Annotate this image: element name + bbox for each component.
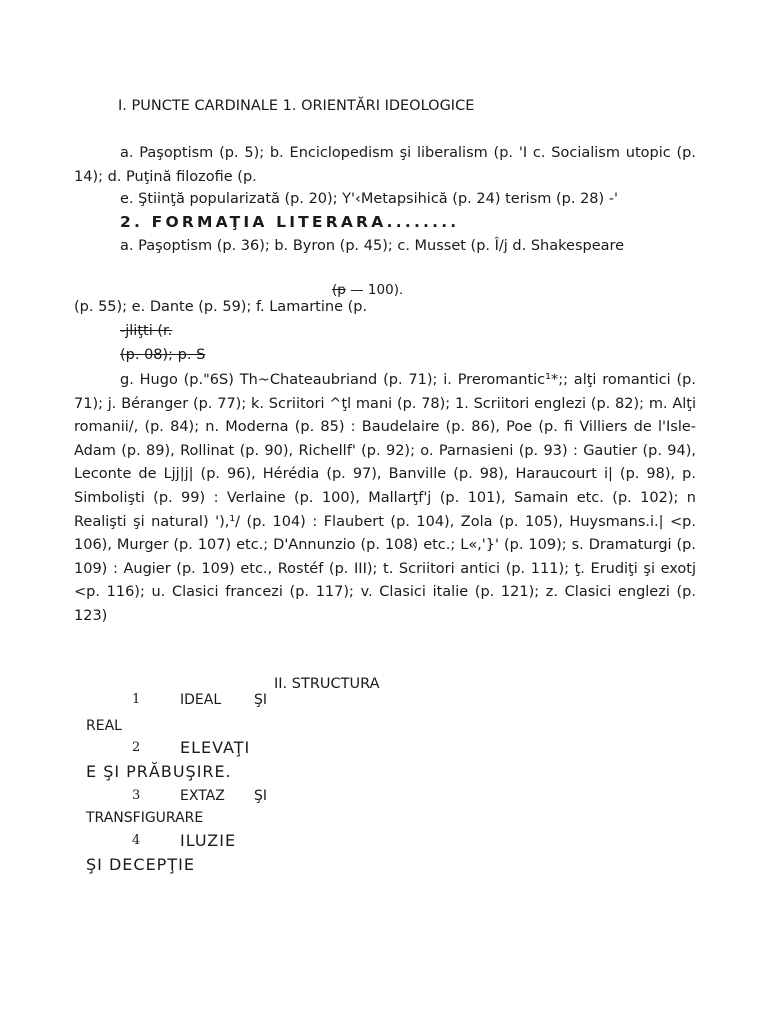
structure-3-transfigurare: TRANSFIGURARE xyxy=(86,810,204,826)
structure-3-si: ŞI xyxy=(254,788,268,804)
structure-3-extaz: EXTAZ xyxy=(180,788,225,804)
heading-structura: II. STRUCTURA xyxy=(274,676,380,692)
paragraph-orientari-text: a. Paşoptism (p. 5); b. Enciclopedism şi liberalism (p. 'I c. Socialism utopic (p. 14); d. Puţină filozofie (p. xyxy=(74,145,696,185)
page-100-text: — 100). xyxy=(345,282,404,298)
struck-line-1: -jliţti (r. xyxy=(120,323,173,339)
structure-num-1: 1 xyxy=(132,692,141,707)
structure-2-prabusire: E ŞI PRĂBUŞIRE. xyxy=(86,762,232,781)
structure-1-ideal: IDEAL xyxy=(180,692,222,708)
heading-formatia-literara: 2. FORMAŢIA LITERARA........ xyxy=(120,213,460,231)
struck-p: (p xyxy=(332,282,346,298)
structure-4-iluzie: ILUZIE xyxy=(180,831,237,850)
structure-num-4: 4 xyxy=(132,833,141,848)
struck-line-2: (p. 08); p. S xyxy=(120,347,206,363)
paragraph-orientari xyxy=(74,142,696,189)
structure-4-deceptie: ŞI DECEPŢIE xyxy=(86,855,195,874)
structure-2-elevati: ELEVAŢI xyxy=(180,738,251,757)
structure-num-2: 2 xyxy=(132,740,141,755)
line-pasoptism: a. Paşoptism (p. 36); b. Byron (p. 45); c. Musset (p. Î/j d. Shakespeare xyxy=(120,238,625,254)
structure-num-3: 3 xyxy=(132,788,141,803)
line-stiinta: e. Ştiinţă popularizată (p. 20); Y'‹Metapsihică (p. 24) terism (p. 28) -' xyxy=(120,191,618,207)
paragraph-romantici-text: g. Hugo (p."6S) Th~Chateaubriand (p. 71); i. Preromantic¹*;; alţi romantici (p. 71); j. Béranger (p. 77); k. Scriitori ^ţl mani (p. 78); 1. Scriitori englezi (p. 82); m. Alţi romanii/, (p. 84); n. Moderna (p. 85) : Baudelaire (p. 86), Poe (p. fi Villiers de l'Isle-Adam (p. 89), Rollinat (p. 90), Richellf' (p. 92); o. Parnasieni (p. 93) : Gautier (p. 94), Leconte de Ljj|j| (p. 96), Hérédia (p. 97), Banville (p. 98), Haraucourt i| (p. 98), p. Simbolişti (p. 99) : Verlaine (p. 100), Mallarţf'j (p. 101), Samain etc. (p. 102); n Realişti şi natural) '),¹/ (p. 104) : Flaubert (p. 104), Zola (p. 105), Huysmans.i.| <p. 106), Murger (p. 107) etc.; D'Annunzio (p. 108) etc.; L«,'}' (p. 109); s. Dramaturgi (p. 109) : Augier (p. 109) etc., Rostéf (p. III); t. Scriitori antici (p. 111); ţ. Erudiţi şi exotj <p. 116); u. Clasici francezi (p. 117); v. Clasici italie (p. 121); z. Clasici englezi (p. 123) xyxy=(74,372,696,624)
heading-puncte-cardinale: I. PUNCTE CARDINALE 1. ORIENTĂRI IDEOLOGICE xyxy=(118,98,475,114)
structure-1-real: REAL xyxy=(86,718,122,734)
structure-1-si: ŞI xyxy=(254,692,268,708)
paragraph-romantici xyxy=(74,369,696,629)
line-dante-lamartine: (p. 55); e. Dante (p. 59); f. Lamartine (p. xyxy=(74,299,368,315)
